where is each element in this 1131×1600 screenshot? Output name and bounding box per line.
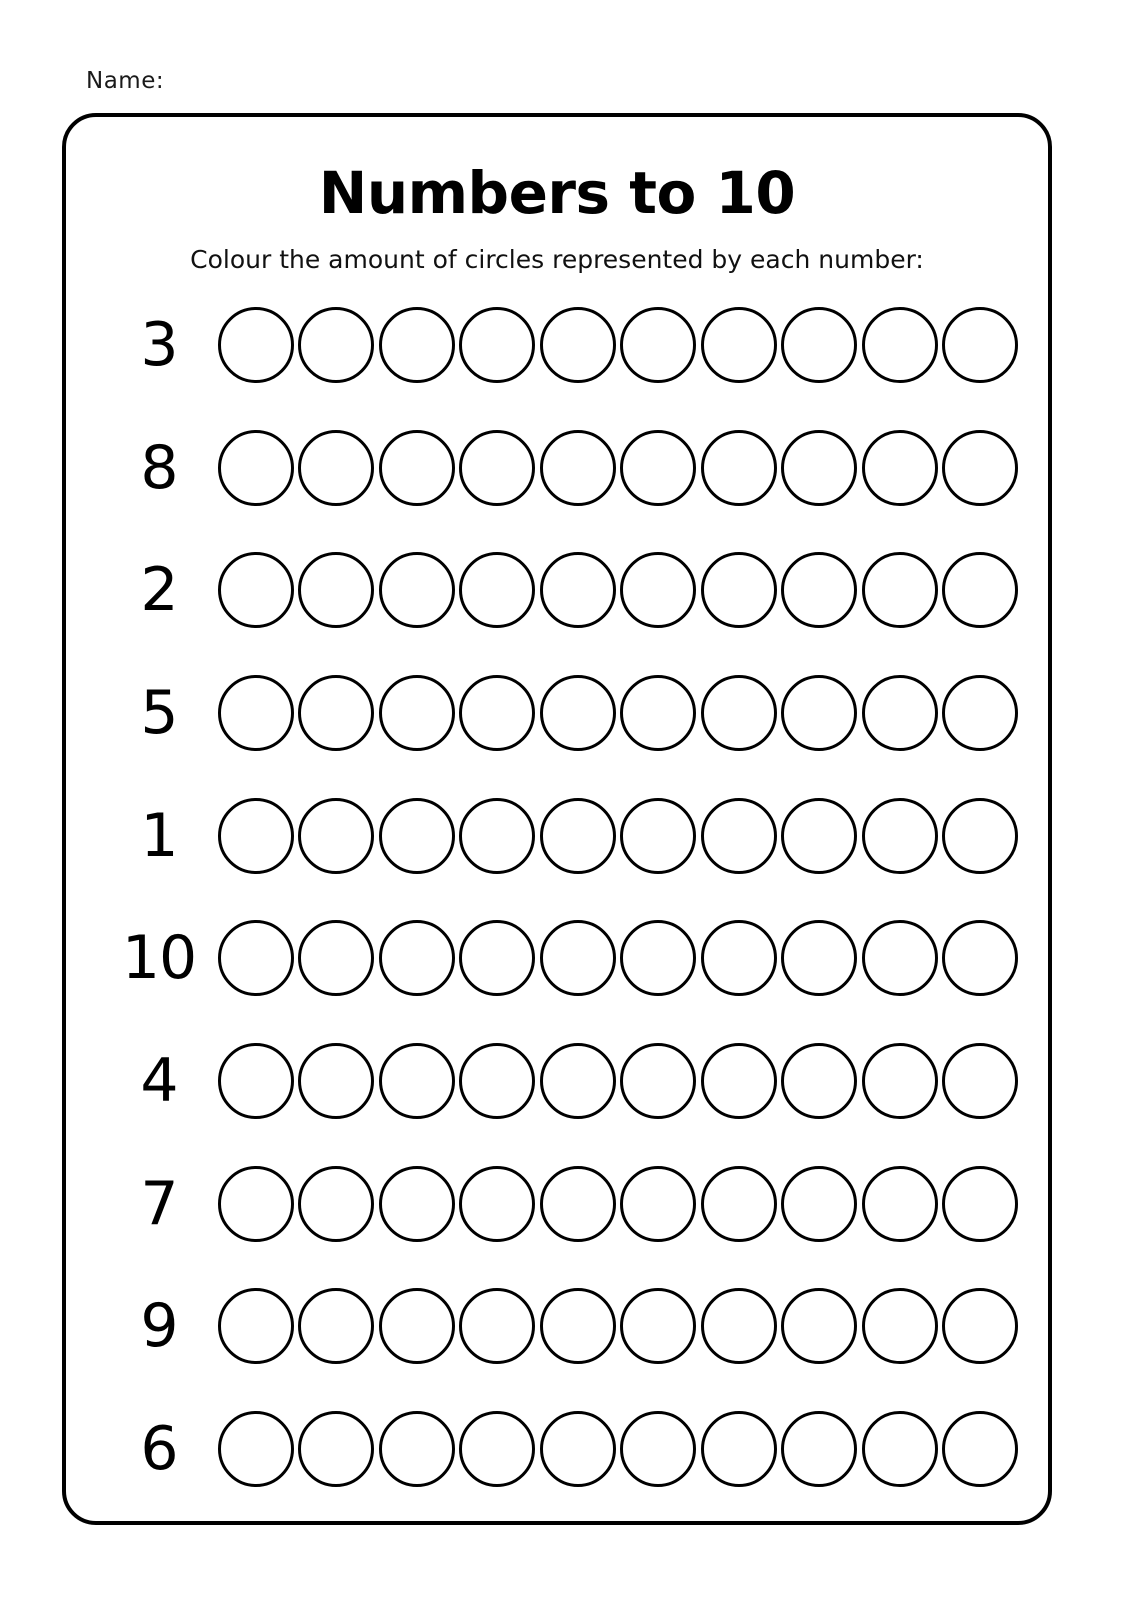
colourable-circle[interactable] bbox=[781, 552, 857, 628]
colourable-circle[interactable] bbox=[781, 430, 857, 506]
row-number: 6 bbox=[140, 1413, 178, 1484]
colourable-circle[interactable] bbox=[379, 920, 455, 996]
exercise-row bbox=[100, 1280, 1026, 1372]
colourable-circle[interactable] bbox=[298, 430, 374, 506]
colourable-circle[interactable] bbox=[942, 675, 1018, 751]
colourable-circle[interactable] bbox=[942, 552, 1018, 628]
colourable-circle[interactable] bbox=[781, 920, 857, 996]
colourable-circle[interactable] bbox=[701, 307, 777, 383]
page-title: Numbers to 10 bbox=[318, 159, 796, 227]
row-number: 7 bbox=[140, 1168, 178, 1239]
row-number: 8 bbox=[140, 432, 178, 503]
row-number: 3 bbox=[140, 310, 178, 380]
colourable-circle[interactable] bbox=[862, 920, 938, 996]
colourable-circle[interactable] bbox=[298, 920, 374, 996]
colourable-circle[interactable] bbox=[620, 552, 696, 628]
exercise-row bbox=[100, 422, 1026, 514]
exercise-row bbox=[100, 1403, 1026, 1495]
colourable-circle[interactable] bbox=[379, 798, 455, 874]
instructions-text: Colour the amount of circles represented by each number: bbox=[190, 245, 924, 274]
colourable-circle[interactable] bbox=[942, 798, 1018, 874]
exercise-row bbox=[100, 1035, 1026, 1127]
circle-track bbox=[218, 307, 1026, 383]
colourable-circle[interactable] bbox=[862, 430, 938, 506]
colourable-circle[interactable] bbox=[218, 798, 294, 874]
circle-track bbox=[218, 675, 1026, 751]
circle-track bbox=[218, 1166, 1026, 1242]
colourable-circle[interactable] bbox=[942, 920, 1018, 996]
colourable-circle[interactable] bbox=[298, 798, 374, 874]
colourable-circle[interactable] bbox=[862, 1288, 938, 1364]
colourable-circle[interactable] bbox=[298, 552, 374, 628]
colourable-circle[interactable] bbox=[459, 430, 535, 506]
colourable-circle[interactable] bbox=[459, 798, 535, 874]
colourable-circle[interactable] bbox=[701, 1411, 777, 1487]
colourable-circle[interactable] bbox=[862, 1043, 938, 1119]
colourable-circle[interactable] bbox=[459, 1043, 535, 1119]
colourable-circle[interactable] bbox=[218, 430, 294, 506]
exercise-row bbox=[100, 790, 1026, 882]
colourable-circle[interactable] bbox=[620, 1411, 696, 1487]
colourable-circle[interactable] bbox=[459, 675, 535, 751]
colourable-circle[interactable] bbox=[701, 1043, 777, 1119]
colourable-circle[interactable] bbox=[540, 1043, 616, 1119]
colourable-circle[interactable] bbox=[620, 1288, 696, 1364]
colourable-circle[interactable] bbox=[942, 430, 1018, 506]
colourable-circle[interactable] bbox=[862, 552, 938, 628]
colourable-circle[interactable] bbox=[620, 1043, 696, 1119]
colourable-circle[interactable] bbox=[298, 1411, 374, 1487]
colourable-circle[interactable] bbox=[701, 920, 777, 996]
colourable-circle[interactable] bbox=[459, 552, 535, 628]
circle-track bbox=[218, 552, 1026, 628]
circle-track bbox=[218, 1411, 1026, 1487]
exercise-rows bbox=[66, 299, 1048, 1495]
colourable-circle[interactable] bbox=[379, 1166, 455, 1242]
exercise-row bbox=[100, 667, 1026, 759]
colourable-circle[interactable] bbox=[781, 1411, 857, 1487]
colourable-circle[interactable] bbox=[862, 1166, 938, 1242]
circle-track bbox=[218, 1288, 1026, 1364]
colourable-circle[interactable] bbox=[620, 430, 696, 506]
colourable-circle[interactable] bbox=[218, 1288, 294, 1364]
colourable-circle[interactable] bbox=[459, 920, 535, 996]
colourable-circle[interactable] bbox=[942, 1411, 1018, 1487]
colourable-circle[interactable] bbox=[540, 1288, 616, 1364]
circle-track bbox=[218, 798, 1026, 874]
name-field-label: Name: bbox=[86, 68, 165, 94]
colourable-circle[interactable] bbox=[298, 675, 374, 751]
colourable-circle[interactable] bbox=[862, 675, 938, 751]
colourable-circle[interactable] bbox=[379, 1411, 455, 1487]
colourable-circle[interactable] bbox=[781, 1043, 857, 1119]
row-number: 5 bbox=[140, 677, 178, 748]
colourable-circle[interactable] bbox=[781, 798, 857, 874]
colourable-circle[interactable] bbox=[701, 1288, 777, 1364]
circle-track bbox=[218, 920, 1026, 996]
colourable-circle[interactable] bbox=[379, 1288, 455, 1364]
row-number: 9 bbox=[140, 1291, 178, 1362]
colourable-circle[interactable] bbox=[540, 920, 616, 996]
colourable-circle[interactable] bbox=[218, 1166, 294, 1242]
colourable-circle[interactable] bbox=[218, 307, 294, 383]
circle-track bbox=[218, 1043, 1026, 1119]
colourable-circle[interactable] bbox=[540, 798, 616, 874]
colourable-circle[interactable] bbox=[379, 552, 455, 628]
row-number: 10 bbox=[121, 923, 197, 994]
colourable-circle[interactable] bbox=[620, 1166, 696, 1242]
colourable-circle[interactable] bbox=[620, 798, 696, 874]
exercise-row bbox=[100, 299, 1026, 391]
colourable-circle[interactable] bbox=[540, 675, 616, 751]
colourable-circle[interactable] bbox=[620, 307, 696, 383]
colourable-circle[interactable] bbox=[701, 675, 777, 751]
row-number: 1 bbox=[140, 800, 178, 871]
colourable-circle[interactable] bbox=[540, 1166, 616, 1242]
colourable-circle[interactable] bbox=[379, 1043, 455, 1119]
colourable-circle[interactable] bbox=[620, 675, 696, 751]
colourable-circle[interactable] bbox=[298, 307, 374, 383]
colourable-circle[interactable] bbox=[781, 675, 857, 751]
colourable-circle[interactable] bbox=[781, 1288, 857, 1364]
colourable-circle[interactable] bbox=[701, 430, 777, 506]
colourable-circle[interactable] bbox=[379, 430, 455, 506]
colourable-circle[interactable] bbox=[942, 1288, 1018, 1364]
row-number: 4 bbox=[140, 1045, 178, 1116]
colourable-circle[interactable] bbox=[620, 920, 696, 996]
colourable-circle[interactable] bbox=[218, 1043, 294, 1119]
colourable-circle[interactable] bbox=[218, 1411, 294, 1487]
colourable-circle[interactable] bbox=[862, 798, 938, 874]
circle-track bbox=[218, 430, 1026, 506]
colourable-circle[interactable] bbox=[459, 1288, 535, 1364]
colourable-circle[interactable] bbox=[379, 307, 455, 383]
colourable-circle[interactable] bbox=[459, 1411, 535, 1487]
colourable-circle[interactable] bbox=[218, 920, 294, 996]
colourable-circle[interactable] bbox=[540, 430, 616, 506]
row-number: 2 bbox=[140, 555, 178, 626]
exercise-row bbox=[100, 1158, 1026, 1250]
colourable-circle[interactable] bbox=[781, 1166, 857, 1242]
colourable-circle[interactable] bbox=[942, 1043, 1018, 1119]
colourable-circle[interactable] bbox=[862, 1411, 938, 1487]
colourable-circle[interactable] bbox=[298, 1166, 374, 1242]
colourable-circle[interactable] bbox=[701, 1166, 777, 1242]
colourable-circle[interactable] bbox=[459, 1166, 535, 1242]
colourable-circle[interactable] bbox=[781, 307, 857, 383]
colourable-circle[interactable] bbox=[540, 1411, 616, 1487]
exercise-row bbox=[100, 912, 1026, 1004]
worksheet-frame bbox=[62, 113, 1052, 1525]
colourable-circle[interactable] bbox=[540, 307, 616, 383]
colourable-circle[interactable] bbox=[942, 307, 1018, 383]
exercise-row bbox=[100, 544, 1026, 636]
colourable-circle[interactable] bbox=[218, 675, 294, 751]
colourable-circle[interactable] bbox=[379, 675, 455, 751]
colourable-circle[interactable] bbox=[298, 1043, 374, 1119]
colourable-circle[interactable] bbox=[862, 307, 938, 383]
colourable-circle[interactable] bbox=[218, 552, 294, 628]
colourable-circle[interactable] bbox=[298, 1288, 374, 1364]
colourable-circle[interactable] bbox=[942, 1166, 1018, 1242]
colourable-circle[interactable] bbox=[459, 307, 535, 383]
colourable-circle[interactable] bbox=[540, 552, 616, 628]
colourable-circle[interactable] bbox=[701, 798, 777, 874]
colourable-circle[interactable] bbox=[701, 552, 777, 628]
